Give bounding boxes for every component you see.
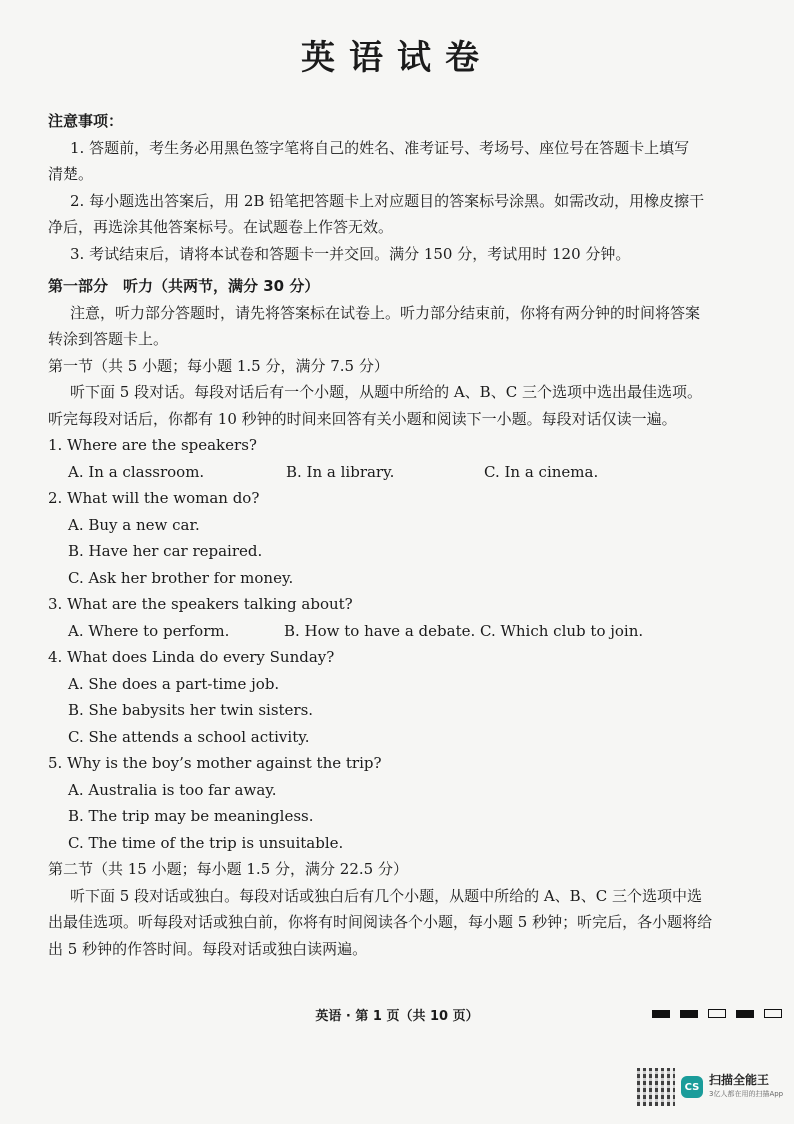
- question-3-option-b: B. How to have a debate.: [284, 621, 476, 640]
- camscanner-logo-icon: CS: [681, 1076, 703, 1098]
- section2-intro-cont-1: 出最佳选项。听每段对话或独白前，你将有时间阅读各个小题，每小题 5 秒钟；听完后，各小题将给: [48, 913, 713, 931]
- question-4-stem: 4. What does Linda do every Sunday?: [48, 648, 335, 666]
- alignment-marks: [652, 1009, 782, 1018]
- section2-intro: 听下面 5 段对话或独白。每段对话或独白后有几个小题，从题中所给的 A、B、C 三个选项中选: [70, 886, 702, 905]
- question-1-stem: 1. Where are the speakers?: [48, 436, 257, 454]
- qr-code-icon: [637, 1068, 675, 1106]
- notice-item-2-cont: 净后，再选涂其他答案标号。在试题卷上作答无效。: [48, 218, 394, 236]
- part1-intro: 注意，听力部分答题时，请先将答案标在试卷上。听力部分结束前，你将有两分钟的时间将答案: [70, 303, 701, 322]
- alignment-mark: [680, 1010, 698, 1018]
- question-3-options: [48, 618, 788, 645]
- question-1-option-a: A. In a classroom.: [68, 462, 205, 481]
- question-2-stem: 2. What will the woman do?: [48, 489, 260, 507]
- alignment-mark: [652, 1010, 670, 1018]
- part1-heading: 第一部分 听力（共两节，满分 30 分）: [48, 277, 320, 295]
- question-2-option-c: C. Ask her brother for money.: [68, 568, 294, 587]
- question-5-option-a: A. Australia is too far away.: [68, 780, 277, 799]
- exam-content: [48, 108, 788, 962]
- part1-intro-cont: 转涂到答题卡上。: [48, 330, 169, 348]
- section2-intro-cont-2: 出 5 秒钟的作答时间。每段对话或独白读两遍。: [48, 939, 368, 958]
- question-5-option-b: B. The trip may be meaningless.: [68, 807, 314, 825]
- alignment-mark: [708, 1009, 726, 1018]
- notice-item-2: 2. 每小题选出答案后，用 2B 铅笔把答题卡上对应题目的答案标号涂黑。如需改动，用橡皮擦干: [70, 191, 705, 210]
- section1-heading: 第一节（共 5 小题；每小题 1.5 分，满分 7.5 分）: [48, 356, 389, 375]
- section1-intro-cont: 听完每段对话后，你都有 10 秒钟的时间来回答有关小题和阅读下一小题。每段对话仅读一遍。: [48, 409, 677, 428]
- question-1-options: [48, 459, 788, 486]
- question-3-option-c: C. Which club to join.: [480, 621, 644, 640]
- question-5-stem: 5. Why is the boy’s mother against the trip?: [48, 754, 382, 772]
- scanner-text: [709, 1073, 783, 1101]
- question-4-option-a: A. She does a part-time job.: [68, 674, 280, 693]
- notice-heading: 注意事项：: [48, 112, 124, 130]
- scanner-name: 扫描全能王: [709, 1073, 770, 1087]
- page-footer: 英语 · 第 1 页（共 10 页）: [315, 1009, 479, 1024]
- alignment-mark: [736, 1010, 754, 1018]
- question-2-option-b: B. Have her car repaired.: [68, 542, 263, 560]
- question-1-option-c: C. In a cinema.: [484, 462, 599, 481]
- exam-title: 英语试卷: [301, 38, 493, 78]
- question-4-option-c: C. She attends a school activity.: [68, 727, 310, 746]
- section1-intro: 听下面 5 段对话。每段对话后有一个小题，从题中所给的 A、B、C 三个选项中选出最佳选项。: [70, 383, 702, 401]
- notice-item-3: 3. 考试结束后，请将本试卷和答题卡一并交回。满分 150 分，考试用时 120 分钟。: [70, 244, 631, 263]
- alignment-mark: [764, 1009, 782, 1018]
- question-1-option-b: B. In a library.: [286, 462, 395, 481]
- scanner-tagline: 3亿人都在用的扫描App: [709, 1090, 784, 1098]
- question-5-option-c: C. The time of the trip is unsuitable.: [68, 833, 344, 852]
- scanner-watermark: [637, 1068, 783, 1106]
- notice-item-1: 1. 答题前，考生务必用黑色签字笔将自己的姓名、准考证号、考场号、座位号在答题卡上填写: [70, 138, 690, 157]
- question-3-stem: 3. What are the speakers talking about?: [48, 595, 353, 613]
- section2-heading: 第二节（共 15 小题；每小题 1.5 分，满分 22.5 分）: [48, 860, 408, 878]
- question-4-option-b: B. She babysits her twin sisters.: [68, 701, 314, 719]
- question-2-option-a: A. Buy a new car.: [68, 515, 200, 534]
- question-3-option-a: A. Where to perform.: [68, 621, 230, 640]
- notice-item-1-cont: 清楚。: [48, 165, 94, 183]
